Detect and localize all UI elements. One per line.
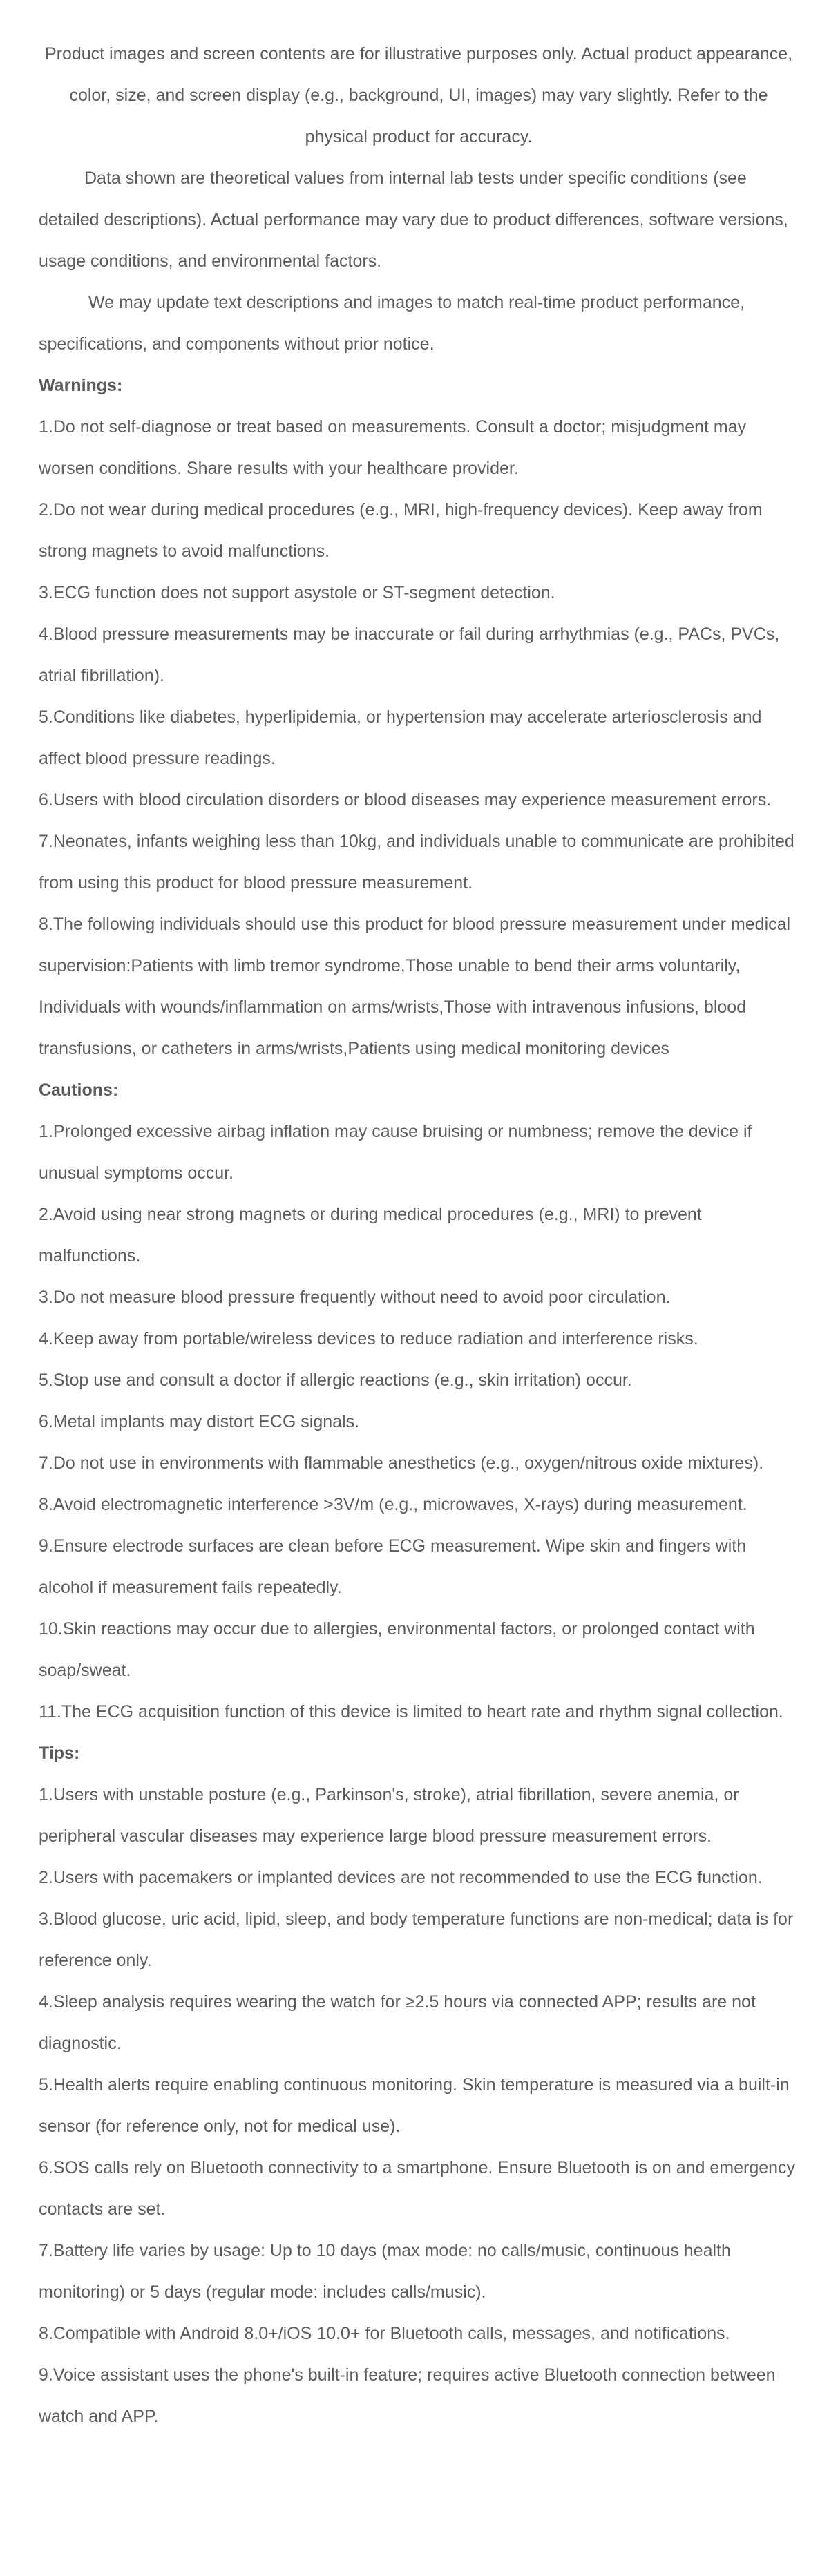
intro-paragraph-updates: We may update text descriptions and images to match real-time product performance, specifications, and components without prior notice. xyxy=(39,293,745,354)
warning-item: 6.Users with blood circulation disorders or blood diseases may experience measurement errors. xyxy=(39,790,772,810)
tip-item: 7.Battery life varies by usage: Up to 10 days (max mode: no calls/music, continuous health monitoring) or 5 days (regular mode: includes calls/music). xyxy=(39,2241,731,2302)
caution-item: 8.Avoid electromagnetic interference >3V/m (e.g., microwaves, X-rays) during measurement. xyxy=(39,1495,747,1514)
caution-item: 2.Avoid using near strong magnets or during medical procedures (e.g., MRI) to prevent malfunctions. xyxy=(39,1205,702,1266)
warning-item: 3.ECG function does not support asystole or ST-segment detection. xyxy=(39,583,555,602)
disclaimer-document xyxy=(39,33,799,2437)
warning-item: 7.Neonates, infants weighing less than 10kg, and individuals unable to communicate are prohibited from using this product for blood pressure measurement. xyxy=(39,832,794,893)
warnings-section xyxy=(39,365,799,1069)
tip-item: 5.Health alerts require enabling continuous monitoring. Skin temperature is measured via a built-in sensor (for reference only, not for medical use). xyxy=(39,2075,790,2136)
tips-heading: Tips: xyxy=(39,1744,80,1763)
tip-item: 1.Users with unstable posture (e.g., Parkinson's, stroke), atrial fibrillation, severe anemia, or peripheral vascular diseases may experience large blood pressure measurement errors. xyxy=(39,1785,739,1846)
tip-item: 8.Compatible with Android 8.0+/iOS 10.0+ for Bluetooth calls, messages, and notifications. xyxy=(39,2324,730,2343)
tip-item: 3.Blood glucose, uric acid, lipid, sleep, and body temperature functions are non-medical; data is for reference only. xyxy=(39,1909,794,1970)
caution-item: 4.Keep away from portable/wireless devices to reduce radiation and interference risks. xyxy=(39,1329,698,1348)
intro-paragraph-display: Product images and screen contents are for illustrative purposes only. Actual product appearance, color, size, and screen display (e.g., background, UI, images) may vary slightly. Refer to the physical product for accuracy. xyxy=(44,44,793,146)
caution-item: 11.The ECG acquisition function of this device is limited to heart rate and rhythm signal collection. xyxy=(39,1702,783,1721)
caution-item: 5.Stop use and consult a doctor if allergic reactions (e.g., skin irritation) occur. xyxy=(39,1371,632,1390)
tip-item: 9.Voice assistant uses the phone's built-in feature; requires active Bluetooth connection between watch and APP. xyxy=(39,2365,776,2426)
warning-item: 8.The following individuals should use this product for blood pressure measurement under medical supervision:Patients with limb tremor syndrome,Those unable to bend their arms voluntarily, Individuals with wounds/inflammation on arms/wrists,Those with intravenous infusions, blood transfusions, or catheters in arms/wrists,Patients using medical monitoring devices xyxy=(39,915,791,1058)
tip-item: 6.SOS calls rely on Bluetooth connectivity to a smartphone. Ensure Bluetooth is on and emergency contacts are set. xyxy=(39,2158,796,2219)
cautions-heading: Cautions: xyxy=(39,1080,119,1100)
caution-item: 3.Do not measure blood pressure frequently without need to avoid poor circulation. xyxy=(39,1288,671,1307)
cautions-section xyxy=(39,1069,799,1733)
intro-paragraph-performance: Data shown are theoretical values from internal lab tests under specific conditions (see detailed descriptions). Actual performance may vary due to product differences, software versions, usage conditions, and environmental factors. xyxy=(39,169,788,271)
caution-item: 1.Prolonged excessive airbag inflation may cause bruising or numbness; remove the device if unusual symptoms occur. xyxy=(39,1122,752,1183)
caution-item: 6.Metal implants may distort ECG signals. xyxy=(39,1412,360,1431)
warning-item: 4.Blood pressure measurements may be inaccurate or fail during arrhythmias (e.g., PACs, PVCs, atrial fibrillation). xyxy=(39,624,780,685)
warnings-heading: Warnings: xyxy=(39,376,123,395)
caution-item: 9.Ensure electrode surfaces are clean before ECG measurement. Wipe skin and fingers with alcohol if measurement fails repeatedly. xyxy=(39,1536,747,1597)
tip-item: 2.Users with pacemakers or implanted devices are not recommended to use the ECG function. xyxy=(39,1868,763,1887)
warning-item: 2.Do not wear during medical procedures (e.g., MRI, high-frequency devices). Keep away from strong magnets to avoid malfunctions. xyxy=(39,500,763,561)
warning-item: 1.Do not self-diagnose or treat based on measurements. Consult a doctor; misjudgment may worsen conditions. Share results with your healthcare provider. xyxy=(39,417,747,478)
warning-item: 5.Conditions like diabetes, hyperlipidemia, or hypertension may accelerate arteriosclerosis and affect blood pressure readings. xyxy=(39,707,762,768)
tip-item: 4.Sleep analysis requires wearing the watch for ≥2.5 hours via connected APP; results are not diagnostic. xyxy=(39,1992,756,2053)
caution-item: 10.Skin reactions may occur due to allergies, environmental factors, or prolonged contact with soap/sweat. xyxy=(39,1619,755,1680)
caution-item: 7.Do not use in environments with flammable anesthetics (e.g., oxygen/nitrous oxide mixtures). xyxy=(39,1453,764,1473)
tips-section xyxy=(39,1733,799,2437)
